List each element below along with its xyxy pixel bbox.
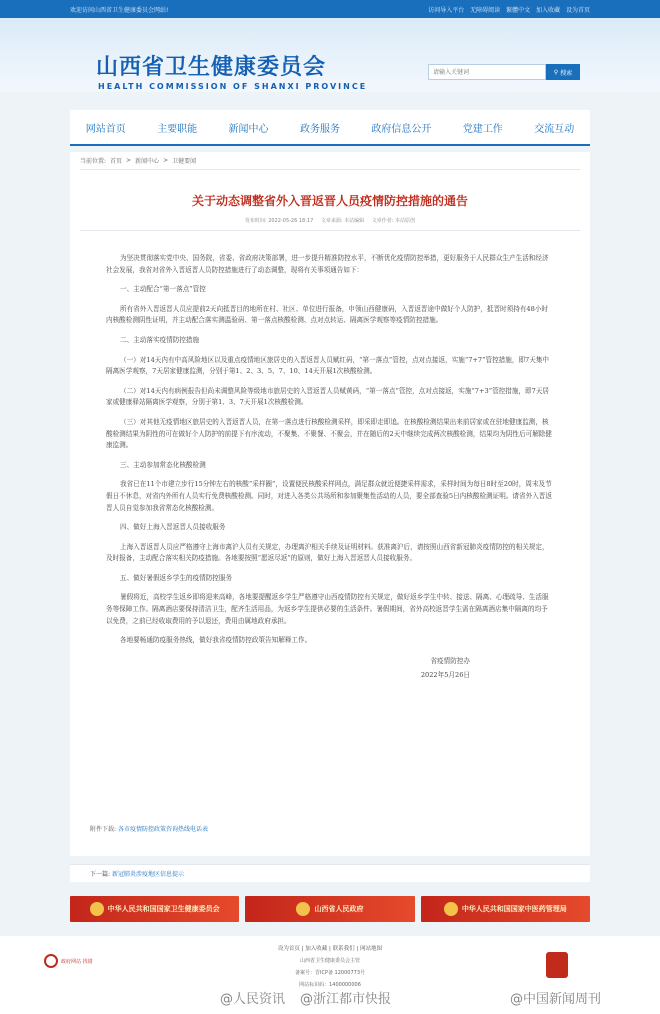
- footer-link-homepage[interactable]: 设为首页: [277, 946, 300, 952]
- section-heading: 二、主动落实疫情防控措施: [120, 335, 200, 344]
- gov-site-logo-text: 政府网站 找错: [61, 958, 93, 965]
- paragraph: 暑假将近，高校学生返乡即将迎来高峰，各地要提醒返乡学生严格遵守山西疫情防控有关规定，做好返乡学生中转、接送、隔离、心理疏导、生活服务等保障工作。隔离酒店要保持清洁卫生，配齐生活用品，为返乡学生提供必要的生活条件。暑假期间，省外高校返晋学生需在隔离酒店集中隔离的均予以免费，之前已经收取费用的予以退还，费用由属地政府承担。: [106, 593, 549, 625]
- welcome-text: 欢迎访问山西省卫生健康委员会网站!: [70, 6, 169, 14]
- nav-functions[interactable]: 主要职能: [157, 123, 198, 135]
- breadcrumb-home[interactable]: 首页: [110, 158, 123, 165]
- footer-host: 山西省卫生健康委员会主管: [299, 958, 360, 964]
- top-link-portal[interactable]: 访问导入平台: [428, 6, 465, 14]
- attachment-row: [90, 824, 208, 833]
- next-link[interactable]: 新冠肺炎涉疫地区信息提示: [111, 871, 184, 878]
- search-button[interactable]: [546, 64, 580, 80]
- article-source: 文章来源: 本站编辑: [320, 218, 365, 224]
- paragraph: 为坚决贯彻落实党中央、国务院，省委、省政府决策部署，进一步提升精准防控水平，不断优化疫情防控举措，更好服务于人民群众生产生活和经济社会发展，我省对省外入晋返晋人员防控措施进行了动态调整，现将有关事项通告如下：: [106, 254, 549, 274]
- site-title-en: HEALTH COMMISSION OF SHANXI PROVINCE: [98, 82, 368, 91]
- search-box: [428, 64, 580, 80]
- article-author: 文章作者: 本站原创: [371, 218, 416, 224]
- footer-link-sitemap[interactable]: 网站地图: [360, 946, 383, 952]
- banner-row: [70, 896, 590, 922]
- breadcrumb: 当前位置: 首页 > 新闻中心 > 卫健要闻: [80, 152, 580, 170]
- banner-tcm-label: 中华人民共和国国家中医药管理局: [461, 905, 567, 913]
- publish-time: 发布时间: 2022-05-26 18:17: [244, 218, 314, 224]
- section-heading: 一、主动配合“第一落点”管控: [120, 285, 206, 294]
- watermark-left: @人民资讯: [220, 992, 286, 1007]
- footer-link-favorite[interactable]: 加入收藏: [305, 946, 328, 952]
- banner-shanxi-gov-label: 山西省人民政府: [314, 905, 364, 913]
- nav-news[interactable]: 新闻中心: [228, 123, 269, 135]
- national-emblem-icon: [444, 902, 458, 916]
- article-meta: [80, 217, 580, 231]
- main-nav: [70, 110, 590, 146]
- top-links: [424, 5, 590, 14]
- footer-link-contact[interactable]: 联系我们: [332, 946, 355, 952]
- paragraph: 我省已在11个市建立步行15分钟左右的核酸“采样圈”，设置便民核酸采样网点，满足群众就近便捷采样需求，采样时间为每日8时至20时，周末及节假日不休息，对省内外所有人员实行免费核酸检测。同时，对进入各类公共场所和参加聚集性活动的人员，要全部查验5日内核酸检测证明。请省外入晋返晋人员自觉参加我省常态化核酸检测。: [106, 480, 552, 512]
- watermark-right: @中国新闻周刊: [510, 992, 602, 1007]
- footer-site-code: 网站标识码：1400000006: [299, 982, 361, 988]
- gov-site-mark-icon: [44, 954, 58, 968]
- banner-tcm[interactable]: [421, 896, 590, 922]
- paragraph: （三）对其他无疫情地区旅居史的入晋返晋人员，在第一落点进行核酸检测采样，即采即走即追。在核酸检测结果出来前居家或在驻地健康监测，核酸检测结果为阴性的可在做好个人防护的前提下有序流动，不聚集、不聚餐、不聚会，并在随后的2天中继续完成两次核酸检测，结果均为阴性后可解除健康监测。: [106, 417, 552, 450]
- attachment-link[interactable]: 各市疫情防控政策咨询热线电话表: [117, 826, 208, 833]
- banner-nhc[interactable]: [70, 896, 239, 922]
- nav-home[interactable]: 网站首页: [85, 123, 126, 135]
- breadcrumb-label: 当前位置:: [80, 158, 107, 165]
- paragraph: （一）对14天内有中高风险地区以及重点疫情地区旅居史的入晋返晋人员赋红码，“第一落点”管控，点对点接返，实施“7+7”管控措施，即7天集中隔离医学观察，7天居家健康监测，分别于第1、2、3、5、7、10、14天开展1次核酸检测。: [106, 355, 550, 376]
- top-link-accessibility[interactable]: 无障碍阅读: [470, 6, 501, 14]
- nav-party[interactable]: 党建工作: [462, 123, 503, 135]
- breadcrumb-news[interactable]: 新闻中心: [135, 158, 160, 165]
- search-icon: ⚲: [553, 68, 559, 76]
- nav-disclosure[interactable]: 政府信息公开: [371, 123, 432, 135]
- top-link-homepage[interactable]: 设为首页: [565, 6, 590, 14]
- site-footer: [0, 936, 660, 1014]
- next-article: [90, 869, 184, 878]
- attachment-label: 附件下载:: [90, 826, 117, 833]
- top-link-traditional[interactable]: 繁體中文: [506, 6, 531, 14]
- top-bar: [0, 0, 660, 18]
- police-badge-icon[interactable]: [546, 952, 568, 978]
- site-header: [0, 18, 660, 92]
- breadcrumb-section[interactable]: 卫健要闻: [172, 158, 197, 165]
- search-button-label: 搜索: [560, 69, 573, 77]
- next-label: 下一篇:: [90, 871, 111, 878]
- article-panel: [70, 152, 590, 856]
- nav-services[interactable]: 政务服务: [299, 123, 340, 135]
- section-heading: 三、主动参加常态化核酸检测: [120, 460, 206, 469]
- section-heading: 四、做好上海入晋返晋人员接收服务: [120, 523, 226, 532]
- article-body: [80, 231, 580, 647]
- national-emblem-icon: [90, 902, 104, 916]
- footer-links: 设为首页 | 加入收藏 | 联系我们 | 网站地图: [277, 946, 383, 952]
- search-input[interactable]: [428, 64, 546, 80]
- footer-icp: 备案号：晋ICP备 12000773号: [294, 970, 366, 976]
- banner-nhc-label: 中华人民共和国国家卫生健康委员会: [107, 905, 220, 913]
- banner-shanxi-gov[interactable]: [245, 896, 414, 922]
- site-title[interactable]: 山西省卫生健康委员会: [96, 54, 327, 80]
- gov-site-logo[interactable]: [44, 954, 93, 968]
- watermark-mid: @浙江都市快报: [300, 992, 392, 1007]
- top-link-favorite[interactable]: 加入收藏: [536, 6, 561, 14]
- section-heading: 五、做好暑假返乡学生的疫情防控服务: [120, 573, 233, 582]
- paragraph: 上海入晋返晋人员应严格遵守上海市离沪人员有关规定，办理离沪相关手续及证明材料。获准离沪后，请按照山西省新冠肺炎疫情防控的相关规定，及时报备，主动配合落实相关防疫措施。各地要按照“愿返尽返”的原则，做好上海入晋返晋人员接收服务。: [106, 542, 549, 563]
- article-title: 关于动态调整省外入晋返晋人员疫情防控措施的通告: [191, 194, 468, 208]
- national-emblem-icon: [296, 902, 310, 916]
- paragraph: （二）对14天内有病例报告但尚未调整风险等级地市旅居史的入晋返晋人员赋黄码，“第一落点”管控，点对点接返，实施“7+3”管控措施，即7天居家或健康驿站隔离医学观察，分别于第1、3、7天开展1次核酸检测。: [106, 386, 550, 407]
- paragraph: 各地要畅通防疫服务热线，做好我省疫情防控政策告知解释工作。: [120, 636, 312, 645]
- nav-interaction[interactable]: 交流互动: [534, 123, 575, 135]
- signature-date: 2022年5月26日: [420, 670, 470, 679]
- paragraph: 所有省外入晋返晋人员应提前2天向抵晋目的地所在村、社区、单位进行报备，申领山西健康码，入晋返晋途中做好个人防护，抵晋时须持有48小时内核酸检测阴性证明，并主动配合落实测温验码、第一落点核酸检测、点对点转运、隔离医学观察等疫情防控措施。: [106, 304, 548, 325]
- signature: 省疫情防控办: [430, 656, 470, 665]
- next-article-bar: [70, 864, 590, 882]
